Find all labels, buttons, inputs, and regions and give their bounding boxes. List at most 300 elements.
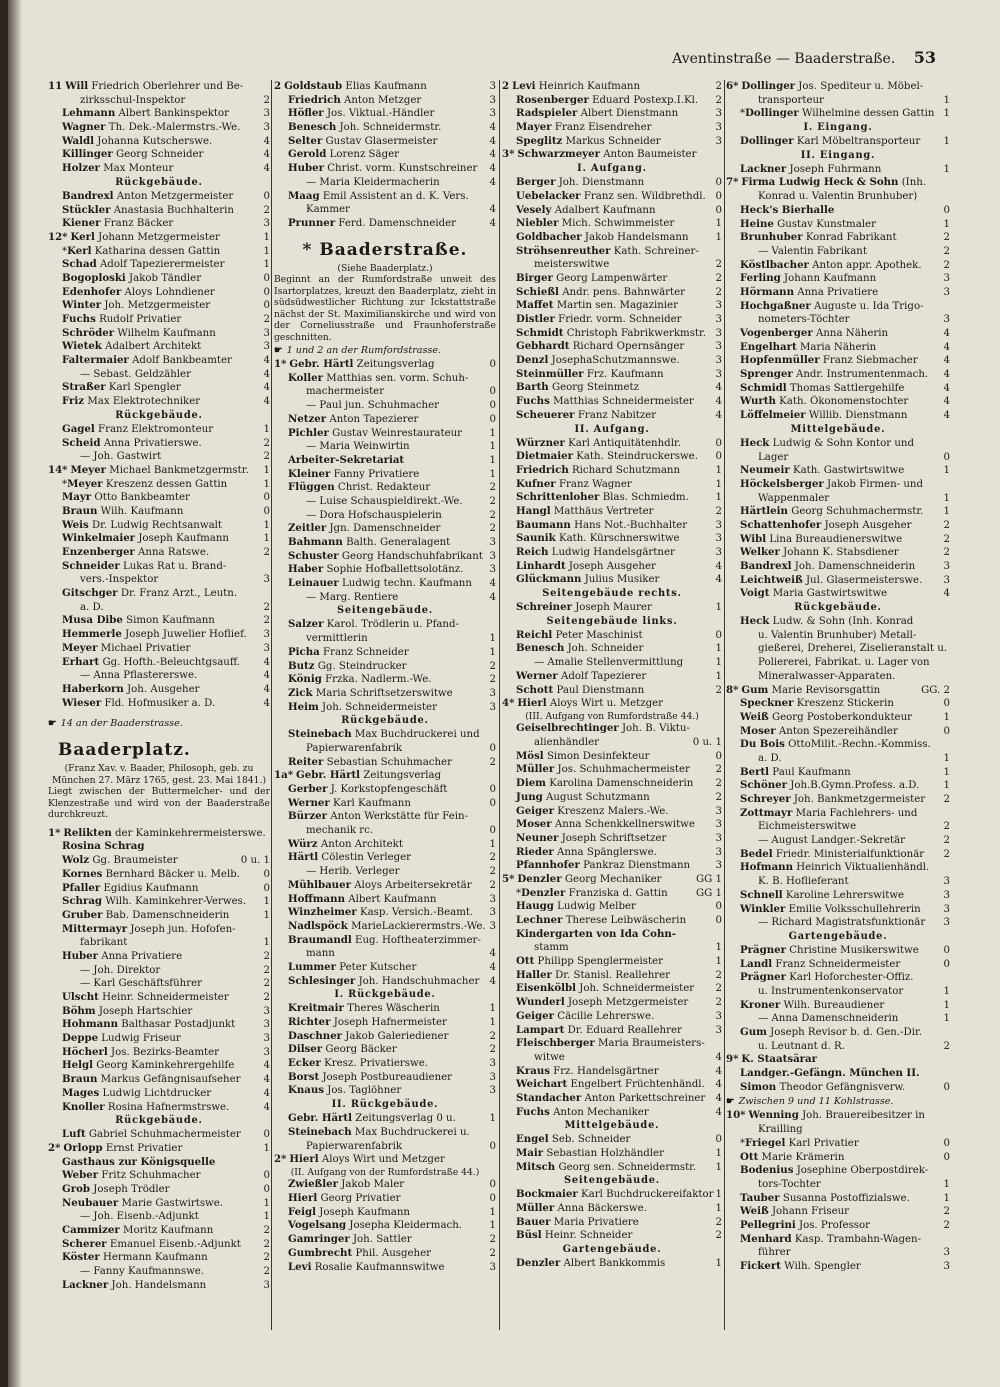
- floor-number: 2: [943, 245, 950, 257]
- resident-details: Georg Postoberkondukteur: [771, 711, 913, 723]
- directory-entry: [726, 560, 950, 574]
- directory-entry: [726, 766, 950, 780]
- resident-name: Mages: [62, 1086, 100, 1099]
- floor-number: 4: [489, 176, 496, 188]
- directory-entry: [274, 135, 496, 149]
- resident-name: Höckelsberger: [740, 477, 824, 490]
- floor-number: 3: [263, 1033, 270, 1045]
- resident-name: Knoller: [62, 1100, 105, 1113]
- resident-details: Sebastian Schuhmacher: [326, 756, 452, 768]
- entry-continuation: [726, 834, 950, 848]
- resident-details: Maria Schriftsetzerswitwe: [315, 687, 453, 699]
- resident-name: Rosina Schrag: [62, 840, 145, 853]
- resident-name: Hierl: [289, 1153, 319, 1166]
- resident-details: Christine Musikerswitwe: [789, 944, 919, 956]
- resident-name: Eisenkölbl: [516, 982, 576, 995]
- entry-text: u. Valentin Brunhuber) Metall-: [758, 629, 917, 641]
- resident-name: Rosenberger: [516, 93, 589, 106]
- resident-details: Joh. Schneidermstr.: [339, 122, 442, 134]
- directory-entry: [48, 162, 270, 176]
- resident-name: Haberkorn: [62, 682, 124, 695]
- directory-entry: [502, 629, 722, 643]
- resident-name: Meyer: [70, 463, 107, 476]
- resident-details: Jos. Spediteur u. Möbel-: [798, 81, 924, 92]
- floor-number: 2: [263, 1266, 270, 1278]
- floor-number: 3: [943, 1261, 950, 1272]
- section-heading: Seitengebäude links.: [546, 615, 678, 627]
- resident-details: Kath. Schreiner-: [613, 245, 699, 257]
- section-heading: Gartengebäude.: [788, 930, 888, 942]
- resident-details: Katharina dessen Gattin: [94, 245, 221, 257]
- entry-text: — Fanny Kaufmannswe.: [80, 1266, 205, 1278]
- resident-name: Arbeiter-Sekretariat: [288, 453, 405, 466]
- floor-number: 3: [489, 893, 496, 905]
- resident-name: Lummer: [288, 960, 336, 973]
- directory-entry: [726, 971, 950, 985]
- resident-details: Lina Bureaudienerswitwe: [769, 533, 903, 545]
- directory-entry: [502, 791, 722, 805]
- resident-name: Mühlbauer: [288, 878, 351, 891]
- directory-entry: [502, 684, 722, 698]
- directory-entry: [502, 1024, 722, 1038]
- floor-number: 3: [489, 1085, 496, 1097]
- resident-name: Weber: [62, 1169, 99, 1182]
- resident-details: Matthias sen. vorm. Schuh-: [326, 372, 469, 384]
- resident-details: Ludw. & Sohn (Inh. Konrad: [772, 616, 914, 628]
- entry-continuation: [726, 642, 950, 656]
- directory-entry: [502, 900, 722, 914]
- resident-name: Kraus: [516, 1064, 550, 1077]
- floor-number: 4: [943, 355, 950, 367]
- resident-details: Zeitungsverlag 0 u.: [355, 1113, 456, 1125]
- entry-text: tors-Tochter: [758, 1178, 821, 1190]
- floor-number: 0: [943, 1137, 950, 1149]
- floor-number: 4: [943, 341, 950, 353]
- floor-number: 2: [263, 964, 270, 976]
- resident-name: Standacher: [516, 1091, 582, 1104]
- resident-details: Johann Kaufmann: [784, 273, 877, 285]
- entry-continuation: [274, 509, 496, 523]
- resident-details: Gabriel Schuhmachermeister: [88, 1129, 241, 1141]
- resident-name: Zeitler: [288, 522, 327, 535]
- floor-number: 2: [715, 94, 722, 106]
- resident-details: Joseph Metzgermeister: [567, 997, 689, 1009]
- resident-name: Heck: [740, 436, 770, 449]
- entry-text: nometers-Töchter: [758, 314, 850, 326]
- resident-name: Geiger: [516, 1009, 555, 1022]
- floor-number: 3: [715, 1024, 722, 1036]
- resident-details: Dr. Ludwig Rechtsanwalt: [91, 519, 223, 531]
- resident-name: Kufner: [516, 477, 556, 490]
- floor-number: 1: [263, 1197, 270, 1209]
- floor-number: 3: [263, 642, 270, 654]
- directory-entry: [48, 854, 270, 868]
- resident-details: Joseph Hartschier: [98, 1005, 193, 1017]
- resident-name: Gagel: [62, 422, 95, 435]
- entry-text: Eichmeisterswitwe: [758, 821, 857, 833]
- floor-number: 3: [715, 860, 722, 872]
- directory-entry: [48, 882, 270, 896]
- resident-name: Reich: [516, 546, 549, 558]
- floor-number: 1: [943, 108, 950, 120]
- entry-text: Poliererei, Fabrikat. u. Lager von: [758, 657, 930, 669]
- entry-continuation: [274, 176, 496, 190]
- floor-number: 3: [263, 1046, 270, 1058]
- resident-name: Heine: [740, 217, 774, 230]
- marker: *: [740, 108, 746, 120]
- floor-number: 3: [489, 701, 496, 713]
- resident-name: Wurth: [740, 395, 776, 408]
- resident-details: Maria Gastwirtswitwe: [772, 588, 888, 600]
- resident-name: Nadlspöck: [288, 919, 348, 932]
- resident-name: Huber: [62, 949, 99, 962]
- directory-entry: [48, 245, 270, 259]
- entry-text: alienhändler: [534, 737, 600, 749]
- resident-name: Dollinger: [741, 80, 796, 92]
- resident-details: Eug. Hoftheaterzimmer-: [355, 934, 481, 946]
- floor-number: 2: [943, 519, 950, 531]
- resident-details: Max Buchdruckerei u.: [354, 1126, 470, 1138]
- floor-number: 4: [943, 588, 950, 600]
- resident-details: Georg Schuhmachermstr.: [791, 506, 924, 518]
- entry-text: — August Landger.-Sekretär: [758, 835, 906, 847]
- floor-number: 0: [489, 742, 496, 754]
- floor-number: 2: [263, 950, 270, 962]
- directory-entry: [726, 533, 950, 547]
- resident-details: Aloys Arbeitersekretär: [354, 879, 472, 891]
- floor-number: 4: [715, 382, 722, 394]
- directory-entry: [502, 340, 722, 354]
- resident-details: Seb. Schneider: [551, 1134, 631, 1146]
- resident-details: Franz Nabitzer: [577, 409, 657, 421]
- floor-number: 1: [943, 1192, 950, 1204]
- resident-details: Johann Friseur: [771, 1206, 850, 1218]
- entry-text: K. B. Hoflieferant: [758, 876, 849, 888]
- resident-details: Anton appr. Apothek.: [812, 259, 922, 271]
- entry-continuation: [726, 94, 950, 108]
- directory-entry: [502, 313, 722, 327]
- floor-number: 3: [715, 519, 722, 531]
- resident-name: Scherer: [62, 1237, 107, 1250]
- resident-name: Leichtweiß: [740, 573, 803, 586]
- resident-details: Emil Assistent an d. K. Vers.: [322, 190, 469, 202]
- directory-entry: [502, 368, 722, 382]
- floor-number: 3: [263, 1019, 270, 1031]
- resident-name: Gebr. Härtl: [289, 358, 354, 371]
- resident-details: Kresz. Privatierswe.: [324, 1058, 429, 1070]
- resident-name: Böhm: [62, 1004, 96, 1017]
- directory-entry: [48, 1279, 270, 1293]
- directory-entry: [274, 1233, 496, 1247]
- floor-number: 1: [263, 423, 270, 435]
- house-number: 14*: [48, 463, 68, 476]
- resident-name: Richter: [288, 1016, 331, 1028]
- resident-details: Georg Handschuhfabrikant: [341, 550, 483, 562]
- directory-entry: [274, 427, 496, 441]
- resident-name: Neuner: [516, 831, 559, 844]
- entry-continuation: [48, 669, 270, 683]
- floor-number: 4: [489, 149, 496, 161]
- entry-continuation: [726, 1178, 950, 1192]
- entry-continuation: [726, 313, 950, 327]
- floor-number: 4: [715, 1106, 722, 1118]
- section-heading: Rückgebäude.: [115, 1115, 203, 1127]
- resident-name: Schmidt: [516, 326, 564, 339]
- resident-details: Joseph Revisor b. d. Gen.-Dir.: [770, 1027, 922, 1038]
- floor-number: 3: [489, 1058, 496, 1070]
- floor-number: 1: [943, 94, 950, 106]
- resident-name: Mayr: [62, 491, 92, 504]
- resident-name: Denzler: [517, 872, 562, 885]
- resident-name: Vogelsang: [288, 1219, 347, 1232]
- resident-details: Anton Metzgermeister: [116, 190, 234, 202]
- resident-details: Franz Elektromonteur: [98, 423, 214, 435]
- resident-name: Pellegrini: [740, 1218, 796, 1231]
- entry-text: — Valentin Fabrikant: [758, 245, 867, 257]
- resident-name: Ferling: [740, 272, 781, 285]
- floor-number: 2: [715, 791, 722, 803]
- floor-number: 0: [715, 451, 722, 463]
- floor-number: 3: [943, 314, 950, 326]
- resident-details: Mich. Schwimmeister: [561, 218, 675, 230]
- floor-number: 2: [263, 992, 270, 1003]
- resident-name: Ott: [516, 955, 535, 968]
- directory-entry: [274, 797, 496, 811]
- directory-entry: [502, 204, 722, 218]
- directory-entry: [274, 673, 496, 687]
- directory-entry: [502, 1010, 722, 1024]
- book-gutter: [8, 0, 22, 1387]
- entry-text: — Karl Geschäftsführer: [80, 978, 202, 990]
- directory-entry: [274, 660, 496, 674]
- entry-text: — Joh. Eisenb.-Adjunkt: [80, 1211, 199, 1223]
- resident-details: Simon Desinfekteur: [546, 750, 650, 762]
- entry-text: a. D.: [758, 752, 782, 764]
- floor-number: 0: [489, 784, 496, 795]
- floor-number: 3: [489, 81, 496, 92]
- resident-name: Hoffmann: [288, 892, 345, 905]
- directory-entry: [274, 975, 496, 989]
- resident-details: Georg Bäcker: [325, 1044, 397, 1056]
- directory-entry: [502, 996, 722, 1010]
- section-heading: Mittelgebäude.: [790, 423, 886, 435]
- floor-number: 2: [263, 1225, 270, 1236]
- resident-details: Joh. Sattler: [352, 1234, 412, 1246]
- resident-name: Denzler: [516, 1257, 561, 1270]
- resident-details: Gustav Weinrestaurateur: [332, 427, 463, 439]
- resident-details: Joh.B.Gymn.Profess. a.D.: [790, 780, 920, 792]
- resident-details: Eduard Postexp.I.Kl.: [592, 94, 699, 106]
- floor-number: 4: [263, 670, 270, 682]
- resident-details: Johanna Kutscherswe.: [97, 135, 213, 147]
- directory-entry: [726, 519, 950, 533]
- resident-name: Distler: [516, 313, 555, 325]
- floor-number: 1: [489, 1206, 496, 1218]
- resident-details: Ludwig Handelsgärtner: [551, 547, 675, 558]
- directory-entry: [48, 491, 270, 505]
- resident-details: Joh. Handschuhmacher: [358, 975, 480, 987]
- floor-number: 4: [263, 163, 270, 175]
- resident-details: Joh. Schneidermeister: [579, 983, 695, 995]
- resident-details: Marie Gastwirtswe.: [121, 1197, 224, 1209]
- directory-entry: [274, 838, 496, 852]
- resident-name: Straßer: [62, 381, 106, 394]
- entry-text: Lager: [758, 451, 789, 463]
- directory-entry: [48, 354, 270, 368]
- directory-entry: [48, 423, 270, 437]
- resident-details: Jos. Taglöhner: [327, 1085, 402, 1097]
- floor-number: 4: [489, 163, 496, 175]
- resident-details: Franz Bäcker: [103, 218, 174, 230]
- directory-entry: [726, 464, 950, 478]
- resident-details: Josepha Kleidermach.: [349, 1220, 463, 1232]
- entry-text: vers.-Inspektor: [80, 574, 159, 586]
- resident-name: Fleischberger: [516, 1037, 595, 1050]
- directory-entry: [502, 1078, 722, 1092]
- floor-number: 2: [715, 81, 722, 92]
- directory-entry: [502, 859, 722, 873]
- marker: *: [516, 887, 522, 899]
- resident-details: Karolina Damenschneiderin: [549, 778, 694, 790]
- directory-entry: [48, 519, 270, 533]
- resident-name: Müller: [516, 1202, 555, 1215]
- resident-name: Selter: [288, 134, 323, 147]
- directory-entry: [502, 190, 722, 204]
- floor-number: 1: [263, 464, 270, 476]
- directory-entry: [502, 642, 722, 656]
- entry-continuation: [726, 1123, 950, 1137]
- house-number: 2*: [274, 1153, 287, 1166]
- resident-name: Saunik: [516, 532, 556, 545]
- resident-details: Thomas Sattlergehilfe: [789, 382, 905, 394]
- directory-entry: [502, 1147, 722, 1161]
- resident-details: Joseph Ausgeher: [568, 560, 656, 572]
- directory-entry: [502, 1065, 722, 1079]
- floor-number: 0: [715, 177, 722, 189]
- resident-details: Ferd. Damenschneider: [338, 217, 457, 229]
- floor-number: 0: [263, 286, 270, 298]
- resident-details: Anna Ratswe.: [138, 547, 210, 558]
- directory-entry: [274, 893, 496, 907]
- directory-entry: [48, 148, 270, 162]
- resident-name: Sprenger: [740, 368, 793, 381]
- resident-details: Gustav Glasermeister: [325, 135, 438, 147]
- floor-number: 2: [943, 1219, 950, 1231]
- resident-name: Schnell: [740, 888, 783, 901]
- resident-name: Schwarzmeyer: [517, 148, 600, 161]
- resident-details: Anton Baumeister: [603, 149, 697, 161]
- floor-number: 0: [263, 1170, 270, 1182]
- directory-entry: [274, 563, 496, 577]
- directory-entry: [502, 148, 722, 162]
- resident-name: Welker: [740, 546, 780, 559]
- resident-name: Pichler: [288, 426, 329, 439]
- floor-number: 1: [715, 1189, 722, 1201]
- resident-details: Georg Privatier: [320, 1193, 401, 1205]
- resident-details: Kath. Kürschnerswitwe: [558, 533, 680, 545]
- section-heading: Mittelgebäude.: [564, 1120, 660, 1132]
- directory-entry: [48, 286, 270, 300]
- resident-details: Georg Schneider: [115, 149, 204, 161]
- floor-number: 0: [715, 901, 722, 913]
- entry-text: — Joh. Direktor: [80, 964, 161, 976]
- directory-entry: [48, 217, 270, 231]
- street-note: (Franz Xav. v. Baader, Philosoph, geb. zu München 27. März 1765, gest. 23. Mai 1841.): [51, 763, 267, 786]
- entry-continuation: [274, 947, 496, 961]
- directory-entry: [274, 1206, 496, 1220]
- resident-details: Joseph Kaufmann: [319, 1206, 410, 1218]
- floor-number: 3: [715, 355, 722, 367]
- resident-name: Barth: [516, 381, 549, 394]
- resident-details: Gg. Hofth.-Beleuchtgsauff.: [102, 656, 240, 668]
- resident-name: Köstlbacher: [740, 258, 809, 271]
- directory-entry: [274, 1261, 496, 1275]
- resident-name: Simon: [740, 1080, 777, 1093]
- resident-details: Rudolf Privatier: [99, 314, 182, 325]
- entry-text: Mineralwasser-Apparaten.: [758, 670, 896, 682]
- cross-reference-text: Zwischen 9 und 11 Kohlstrasse.: [738, 1096, 894, 1108]
- resident-details: Albert Kaufmann: [348, 893, 437, 905]
- floor-number: 0: [263, 1129, 270, 1141]
- resident-name: Bogoploski: [62, 271, 126, 284]
- directory-entry: [726, 587, 950, 601]
- directory-entry: [726, 327, 950, 341]
- resident-name: Niebler: [516, 217, 559, 230]
- directory-entry: [726, 1260, 950, 1274]
- floor-number: 1: [943, 999, 950, 1011]
- floor-number: 3: [263, 1005, 270, 1017]
- resident-details: Joseph Juwelier Hoflief.: [125, 629, 247, 641]
- directory-entry: [48, 656, 270, 670]
- resident-name: Bertl: [740, 765, 770, 778]
- directory-entry: [502, 670, 722, 684]
- resident-details: Christoph Fabrikwerkmstr.: [566, 327, 706, 339]
- resident-name: Vesely: [516, 203, 552, 216]
- floor-number: 1: [715, 956, 722, 968]
- directory-entry: [502, 107, 722, 121]
- directory-entry: [502, 560, 722, 574]
- resident-name: Brunhuber: [740, 231, 803, 244]
- resident-details: Karl Kaufmann: [332, 797, 411, 809]
- resident-details: Franz Wagner: [558, 478, 632, 490]
- floor-number: 4: [489, 961, 496, 973]
- resident-details: Joh. Dienstmann: [558, 177, 645, 189]
- resident-name: Moser: [516, 818, 552, 831]
- resident-details: Matthäus Vertreter: [553, 505, 654, 517]
- resident-name: Wieser: [62, 696, 102, 709]
- floor-number: 3: [715, 327, 722, 339]
- floor-number: 3: [489, 920, 496, 932]
- floor-number: 4: [943, 328, 950, 339]
- resident-details: Joh. Bankmetzgermeister: [793, 794, 926, 805]
- directory-entry: [726, 272, 950, 286]
- floor-number: 4: [943, 410, 950, 422]
- floor-number: GG 1: [696, 873, 722, 885]
- directory-entry: [726, 574, 950, 588]
- resident-details: Hermann Kaufmann: [102, 1252, 208, 1264]
- directory-entry: [274, 810, 496, 824]
- resident-details: Phil. Ausgeher: [355, 1247, 432, 1259]
- entry-continuation: [726, 190, 950, 204]
- resident-name: Mittermayr: [62, 922, 128, 935]
- floor-number: 0: [943, 725, 950, 737]
- resident-details: Christ. vorm. Kunstschreiner: [327, 163, 478, 175]
- resident-details: Joseph Kaufmann: [138, 533, 229, 545]
- directory-entry: [502, 286, 722, 300]
- resident-name: Köster: [62, 1251, 100, 1264]
- entry-text: u. Instrumentenkonservator: [758, 985, 904, 997]
- house-number: 1*: [48, 826, 61, 839]
